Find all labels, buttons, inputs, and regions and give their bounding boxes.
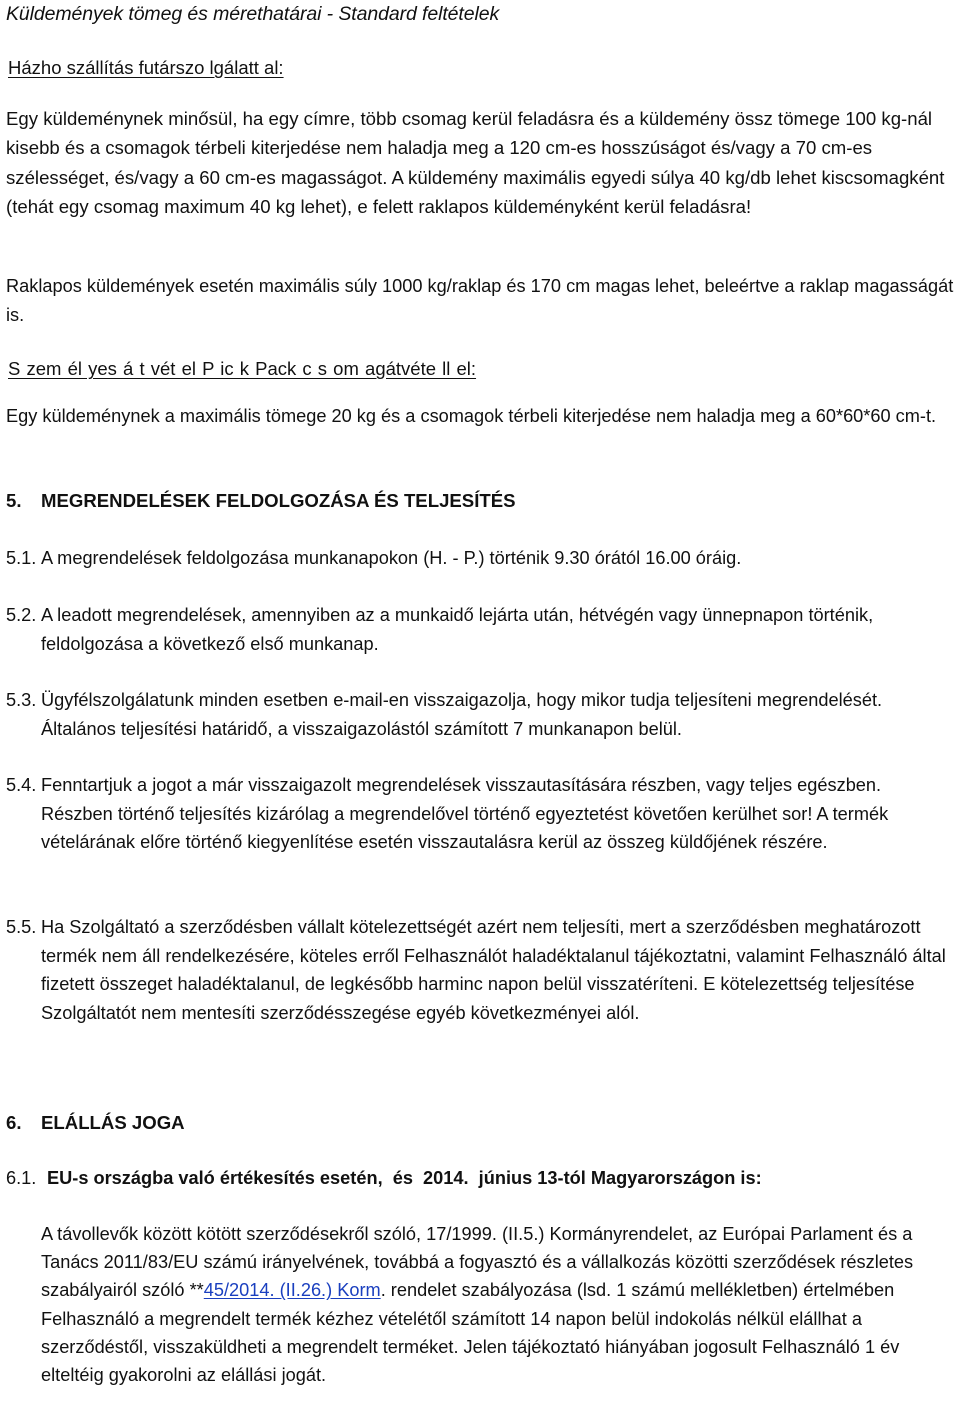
pickup-heading: S zem él yes á t vét el P ic k Pack c s om agátvéte ll el: xyxy=(8,358,477,379)
home-delivery-paragraph: Egy küldeménynek minősül, ha egy címre, több csomag kerül feladásra és a küldemény össz tömege 100 kg-nál kisebb és a csomagok térbeli kiterjedése nem haladja meg a 120 cm-es hosszúságot és/vagy a 70 cm-es szélességet, és/vagy a 60 cm-es magasságot. A küldemény maximális egyedi súlya 40 kg/db lehet kiscsomagként (tehát egy csomag maximum 40 kg lehet), e felett raklapos küldeményként kerül feladásra! xyxy=(6,108,945,218)
subsection-heading xyxy=(6,1164,956,1193)
withdrawal-paragraph xyxy=(41,1220,956,1389)
section-6-heading xyxy=(6,1110,956,1136)
item-number: 5.5. xyxy=(6,917,37,937)
item-number: 5.2. xyxy=(6,605,37,625)
section-title: ELÁLLÁS JOGA xyxy=(41,1112,185,1133)
pickup-paragraph: Egy küldeménynek a maximális tömege 20 kg és a csomagok térbeli kiterjedése nem haladja meg a 60*60*60 cm-t. xyxy=(6,406,937,426)
paragraph-text: A távollevők között kötött szerződésekről szóló, 17/1999. (II.5.) Kormányrendelet, az Európai Parlament és a Tanács 2011/83/EU számú irányelvének, továbbá a fogyasztó és a vállalkozás közötti szerződések részletes szabályairól szóló ** xyxy=(41,1224,914,1301)
list-item xyxy=(6,601,956,658)
list-item xyxy=(6,913,956,1027)
pallet-paragraph: Raklapos küldemények esetén maximális súly 1000 kg/raklap és 170 cm magas lehet, beleértve a raklap magasságát is. xyxy=(6,276,954,325)
item-text: Fenntartjuk a jogot a már visszaigazolt megrendelések visszautasítására részben, vagy teljes egészben. Részben történő teljesítés kizárólag a megrendelővel történő egyeztetést követően kerülhet sor! A termék vételárának előre történő kiegyenlítése esetén visszautalásra kerül az összeg küldőjének részére. xyxy=(41,775,889,853)
item-text: Ügyfélszolgálatunk minden esetben e-mail-en visszaigazolja, hogy mikor tudja teljesíteni megrendelését. Általános teljesítési határidő, a visszaigazolástól számított 7 munkanapon belül. xyxy=(41,690,883,739)
list-item xyxy=(6,686,956,743)
paragraph-text: . rendelet szabályozása (lsd. 1 számú mellékletben) értelmében Felhasználó a megrendelt termék kézhez vételétől számított 14 napon belül indokolás nélkül elállhat a szerződéstől, visszaküldheti a megrendelt terméket. Jelen tájékoztató hiányában jogosult Felhasználó 1 év elteltéig gyakorolni az elállási jogát. xyxy=(41,1280,900,1386)
item-number: 5.3. xyxy=(6,690,37,710)
regulation-link[interactable]: 45/2014. (II.26.) Korm xyxy=(203,1280,381,1301)
item-text: A megrendelések feldolgozása munkanapokon (H. - P.) történik 9.30 órától 16.00 óráig. xyxy=(41,548,742,568)
list-item xyxy=(6,771,956,857)
item-text: A leadott megrendelések, amennyiben az a munkaidő lejárta után, hétvégén vagy ünnepnapon történik, feldolgozása a következő első munkanap. xyxy=(41,605,874,654)
item-number: 5.4. xyxy=(6,775,37,795)
list-item xyxy=(6,544,956,573)
item-number: 5.1. xyxy=(6,548,37,568)
home-delivery-heading: Házho szállítás futárszo lgálatt al: xyxy=(8,57,284,78)
section-title: MEGRENDELÉSEK FELDOLGOZÁSA ÉS TELJESÍTÉS xyxy=(41,490,516,511)
section-number: 6. xyxy=(6,1112,22,1133)
item-number: 6.1. xyxy=(6,1168,37,1188)
section-5-heading xyxy=(6,488,956,514)
page-title: Küldemények tömeg és mérethatárai - Standard feltételek xyxy=(6,3,500,25)
section-number: 5. xyxy=(6,490,22,511)
item-title: EU-s országba való értékesítés esetén, és 2014. június 13-tól Magyarországon is: xyxy=(47,1168,762,1188)
item-text: Ha Szolgáltató a szerződésben vállalt kötelezettségét azért nem teljesíti, mert a szerződésben meghatározott termék nem áll rendelkezésére, köteles erről Felhasználót haladéktalanul tájékoztatni, valamint Felhasználó által fizetett összeget haladéktalanul, de legkésőbb harminc napon belül visszatéríteni. E kötelezettség teljesítése Szolgáltatót nem mentesíti szerződésszegése egyéb következményei alól. xyxy=(41,917,946,1023)
